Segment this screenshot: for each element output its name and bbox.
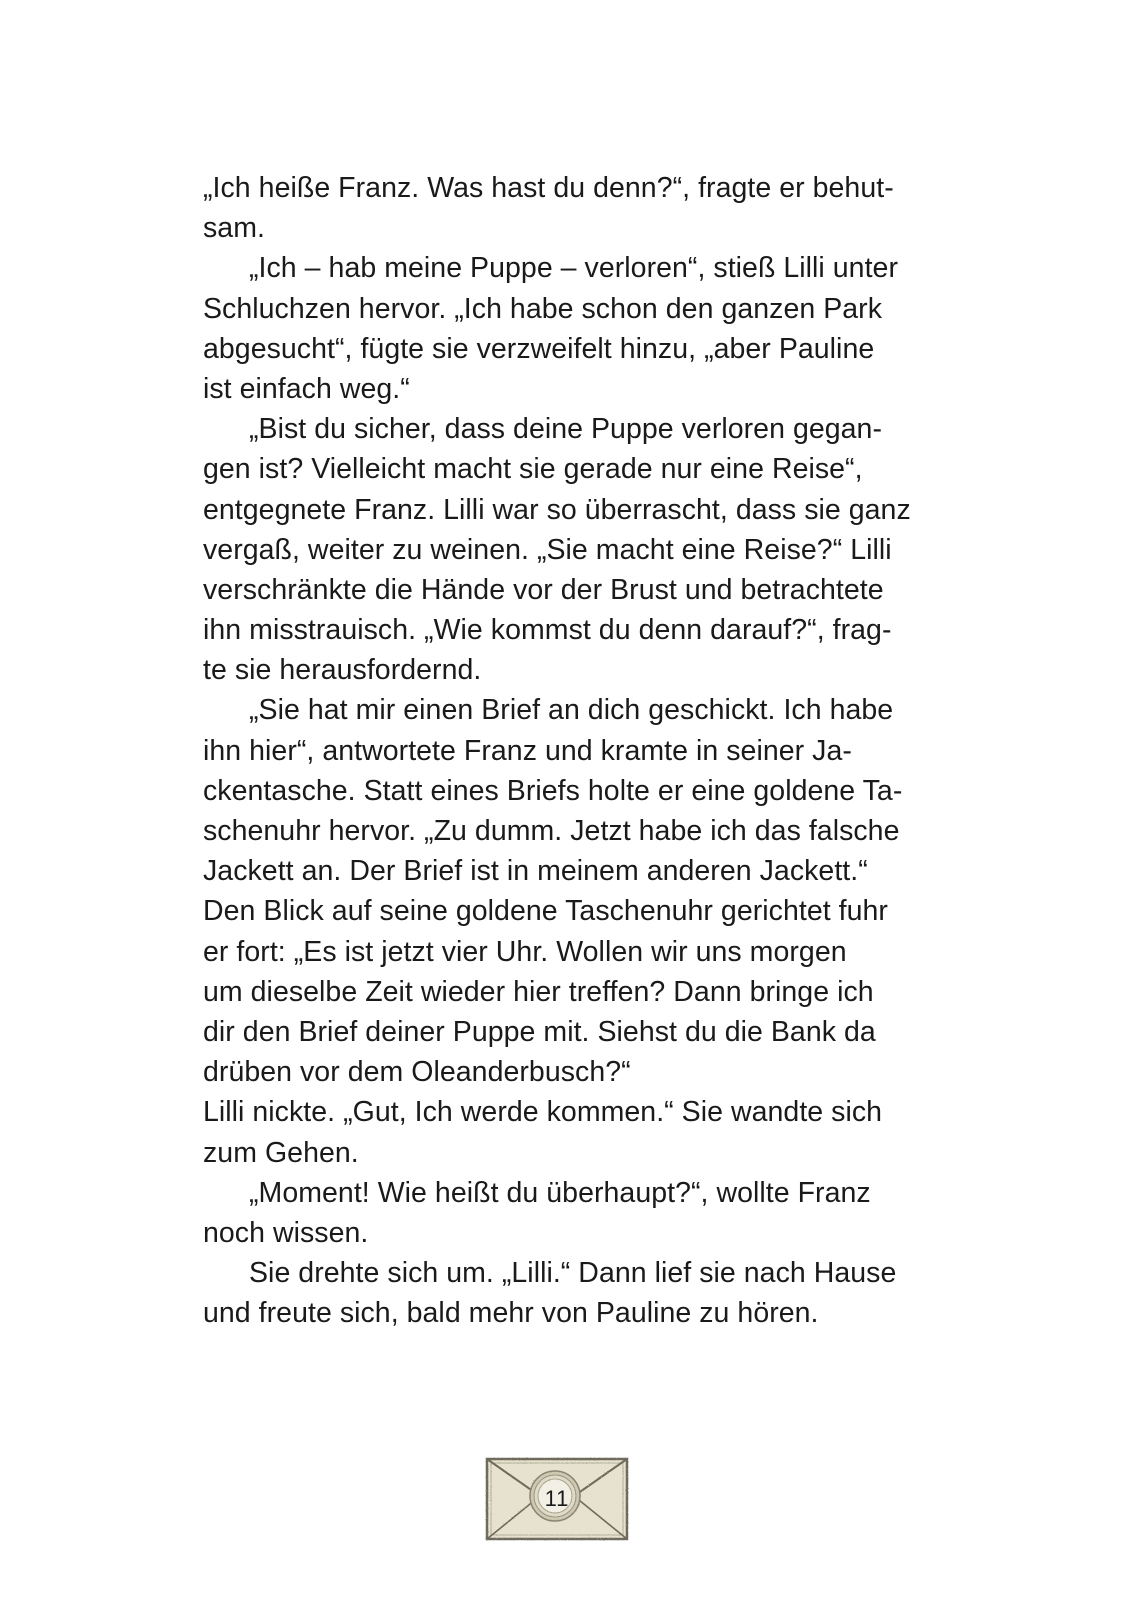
text-line: „Moment! Wie heißt du überhaupt?“, wollte Franz bbox=[249, 1176, 871, 1209]
text-line: Den Blick auf seine goldene Taschenuhr gerichtet fuhr bbox=[203, 895, 888, 928]
text-line: ihn hier“, antwortete Franz und kramte in seiner Ja- bbox=[203, 734, 852, 767]
story-text bbox=[203, 168, 943, 1333]
text-line: vergaß, weiter zu weinen. „Sie macht eine Reise?“ Lilli bbox=[203, 533, 892, 566]
text-line: „Bist du sicher, dass deine Puppe verloren gegan- bbox=[249, 413, 882, 446]
text-line: er fort: „Es ist jetzt vier Uhr. Wollen wir uns morgen bbox=[203, 935, 847, 968]
text-line: abgesucht“, fügte sie verzweifelt hinzu, „aber Pauline bbox=[203, 332, 875, 365]
text-line: verschränkte die Hände vor der Brust und betrachtete bbox=[203, 573, 884, 606]
text-line: „Ich – hab meine Puppe – verloren“, stieß Lilli unter bbox=[249, 252, 898, 285]
text-line: „Sie hat mir einen Brief an dich geschickt. Ich habe bbox=[249, 694, 894, 727]
text-line: schenuhr hervor. „Zu dumm. Jetzt habe ich das falsche bbox=[203, 815, 900, 847]
text-line: Schluchzen hervor. „Ich habe schon den ganzen Park bbox=[203, 292, 883, 325]
text-line: te sie herausfordernd. bbox=[203, 654, 482, 687]
text-line: sam. bbox=[203, 212, 265, 245]
text-line: „Ich heiße Franz. Was hast du denn?“, fragte er behut- bbox=[203, 172, 894, 204]
text-line: Jackett an. Der Brief ist in meinem anderen Jackett.“ bbox=[203, 855, 868, 888]
text-line: ist einfach weg.“ bbox=[203, 372, 410, 405]
text-line: entgegnete Franz. Lilli war so überrascht, dass sie ganz bbox=[203, 493, 911, 526]
text-line: ckentasche. Statt eines Briefs holte er eine goldene Ta- bbox=[203, 774, 903, 807]
text-line: drüben vor dem Oleanderbusch?“ bbox=[203, 1056, 631, 1089]
text-line: Lilli nickte. „Gut, Ich werde kommen.“ Sie wandte sich bbox=[203, 1096, 883, 1129]
text-line: und freute sich, bald mehr von Pauline zu hören. bbox=[203, 1297, 819, 1330]
text-line: zum Gehen. bbox=[203, 1136, 359, 1169]
page-footer bbox=[484, 1456, 630, 1542]
text-line: gen ist? Vielleicht macht sie gerade nur eine Reise“, bbox=[203, 453, 863, 486]
text-line: dir den Brief deiner Puppe mit. Siehst du die Bank da bbox=[203, 1015, 876, 1048]
page-number: 11 bbox=[544, 1486, 570, 1511]
text-line: noch wissen. bbox=[203, 1216, 369, 1249]
text-line: ihn misstrauisch. „Wie kommst du denn darauf?“, frag- bbox=[203, 614, 892, 647]
text-line: um dieselbe Zeit wieder hier treffen? Dann bringe ich bbox=[203, 975, 874, 1008]
text-line: Sie drehte sich um. „Lilli.“ Dann lief sie nach Hause bbox=[249, 1257, 897, 1290]
